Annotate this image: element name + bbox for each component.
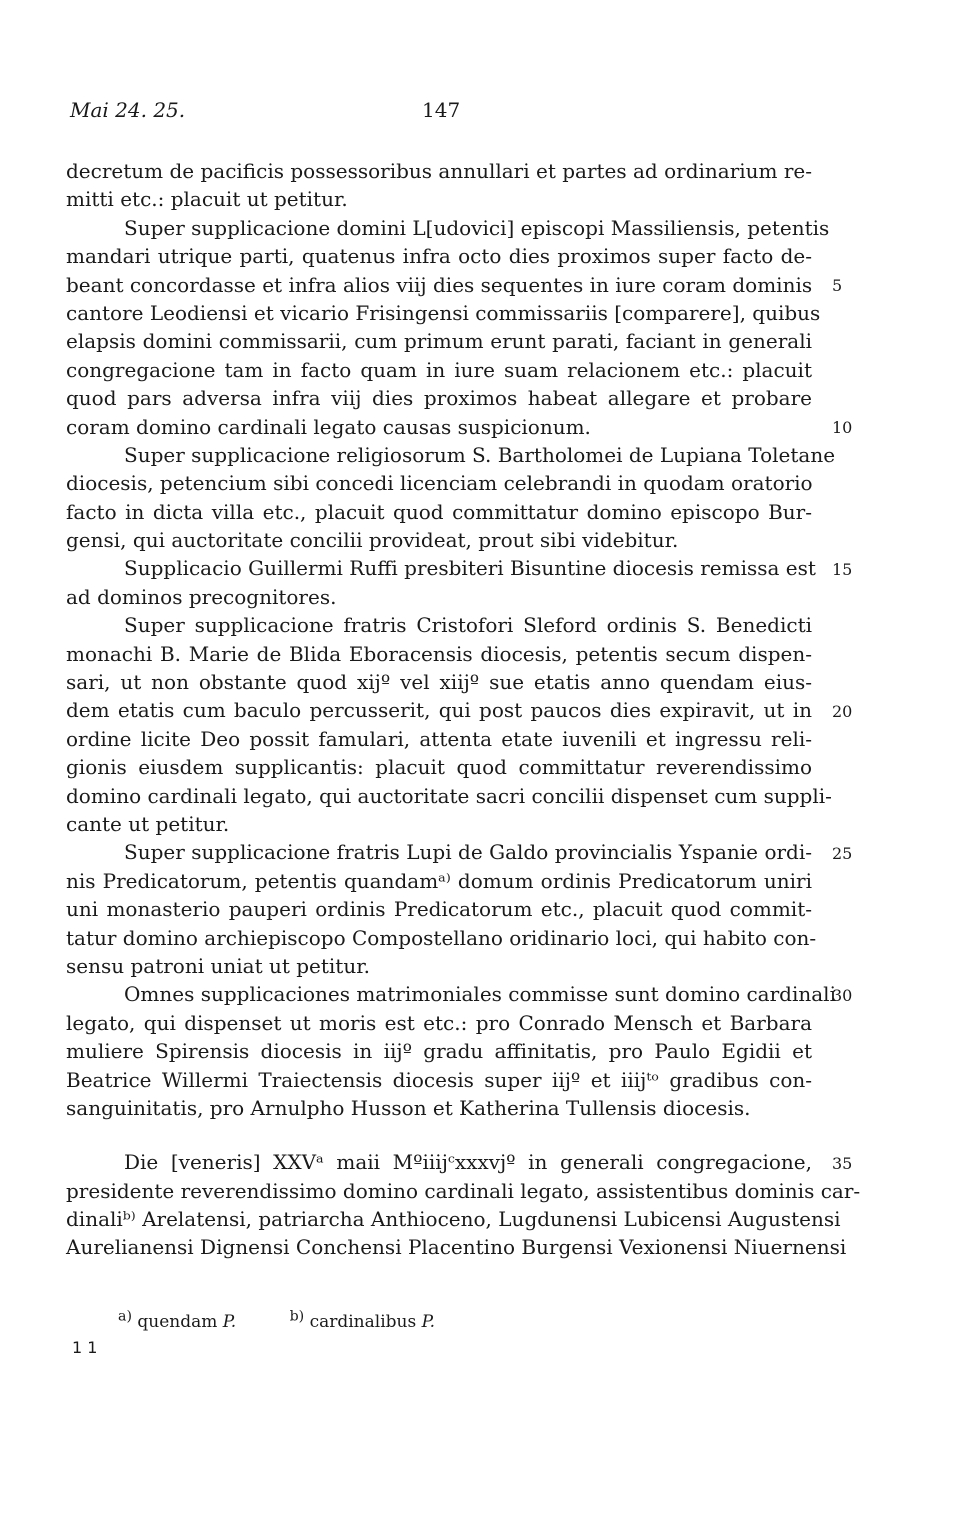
text-line: Aurelianensi Dignensi Conchensi Placentino Burgensi Vexionensi Niuernensi — [66, 1235, 847, 1260]
line-number: 20 — [832, 702, 853, 721]
text-line: diocesis, petencium sibi concedi licenciam celebrandi in quodam oratorio — [66, 471, 813, 496]
text-line: ad dominos precognitores. — [66, 584, 337, 609]
text-line: facto in dicta villa etc., placuit quod committatur domino episcopo Bur- — [66, 499, 812, 524]
section-gap — [66, 1122, 812, 1148]
line-number: 35 — [832, 1154, 853, 1173]
text-line: muliere Spirensis diocesis in iijº gradu affinitatis, pro Paulo Egidii et — [66, 1039, 812, 1064]
text-line: presidente reverendissimo domino cardinali legato, assistentibus dominis car- — [66, 1178, 861, 1203]
text-line: congregacione tam in facto quam in iure suam relacionem etc.: placuit — [66, 357, 812, 382]
footnote-siglum: P. — [222, 1311, 237, 1332]
text-line: monachi B. Marie de Blida Eboracensis diocesis, petentis secum dispen- — [66, 641, 812, 666]
text-line: cantore Leodiensi et vicario Frisingensi commissariis [comparere], quibus — [66, 300, 821, 325]
text-line: ordine licite Deo possit famulari, attenta etate iuvenili et ingressu reli- — [66, 726, 812, 751]
text-line: Supplicacio Guillermi Ruffi presbiteri Bisuntine diocesis remissa est — [124, 556, 816, 581]
text-line: sari, ut non obstante quod xijº vel xiijº sue etatis anno quendam eius- — [66, 670, 812, 695]
text-line: quod pars adversa infra viij dies proximos habeat allegare et probare — [66, 386, 812, 411]
footnote-mark: b) — [289, 1308, 305, 1324]
text-line: mandari utrique parti, quatenus infra octo dies proximos super facto de- — [66, 244, 812, 269]
text-line: uni monasterio pauperi ordinis Predicatorum etc., placuit quod commit- — [66, 897, 812, 922]
text-line: cante ut petitur. — [66, 811, 230, 836]
running-head: Mai 24. 25. — [70, 98, 186, 122]
text-line: Super supplicacione fratris Lupi de Galdo provincialis Yspanie ordi- — [124, 840, 812, 865]
text-line: gionis eiusdem supplicantis: placuit quod committatur reverendissimo — [66, 755, 812, 780]
text-line: sensu patroni uniat ut petitur. — [66, 953, 370, 978]
line-number: 5 — [832, 276, 843, 295]
text-line: elapsis domini commissarii, cum primum erunt parati, faciant in generali — [66, 329, 812, 354]
footnote-siglum: P. — [421, 1311, 436, 1332]
text-line: dem etatis cum baculo percusserit, qui post paucos dies expiravit, ut in — [66, 698, 812, 723]
line-number: 25 — [832, 844, 853, 863]
text-line: Super supplicacione fratris Cristofori Sleford ordinis S. Benedicti — [124, 613, 812, 638]
footnote-a — [118, 1308, 237, 1332]
line-number: 10 — [832, 418, 853, 437]
page-number: 147 — [422, 98, 461, 122]
footnote-text: cardinalibus — [309, 1311, 417, 1332]
page-header — [70, 98, 810, 128]
text-line: tatur domino archiepiscopo Compostellano oridinario loci, qui habito con- — [66, 925, 817, 950]
text-line: Die [veneris] XXVᵃ maii Mºiiijᶜxxxvjº in generali congregacione, — [124, 1150, 812, 1175]
footnote-b — [289, 1308, 436, 1332]
line-number: 15 — [832, 560, 853, 579]
text-line: sanguinitatis, pro Arnulpho Husson et Katherina Tullensis diocesis. — [66, 1095, 751, 1120]
text-line: domino cardinali legato, qui auctoritate sacri concilii dispenset cum suppli- — [66, 783, 832, 808]
footnote-text: quendam — [137, 1311, 218, 1332]
line-number: 30 — [832, 986, 853, 1005]
text-line: beant concordasse et infra alios viij dies sequentes in iure coram dominis — [66, 272, 813, 297]
text-line: legato, qui dispenset ut moris est etc.: pro Conrado Mensch et Barbara — [66, 1010, 812, 1035]
footnote-mark: a) — [118, 1308, 132, 1324]
text-line: mitti etc.: placuit ut petitur. — [66, 187, 348, 212]
text-line: nis Predicatorum, petentis quandamᵃ⁾ domum ordinis Predicatorum uniri — [66, 868, 812, 893]
text-line: coram domino cardinali legato causas suspicionum. — [66, 414, 591, 439]
footnotes — [118, 1308, 483, 1332]
text-line: decretum de pacificis possessoribus annullari et partes ad ordinarium re- — [66, 159, 813, 183]
text-line: Omnes supplicaciones matrimoniales commisse sunt domino cardinali — [124, 982, 836, 1007]
text-line: Beatrice Willermi Traiectensis diocesis super iijº et iiijᵗᵒ gradibus con- — [66, 1067, 812, 1092]
text-line: dinaliᵇ⁾ Arelatensi, patriarcha Anthioceno, Lugdunensi Lubicensi Augustensi — [66, 1207, 841, 1232]
text-line: gensi, qui auctoritate concilii provideat, prout sibi videbitur. — [66, 528, 679, 553]
text-line: Super supplicacione domini L[udovici] episcopi Massiliensis, petentis — [124, 215, 830, 240]
text-line: Super supplicacione religiosorum S. Bartholomei de Lupiana Toletane — [124, 442, 836, 467]
signature-mark: 1 1 — [72, 1338, 98, 1357]
